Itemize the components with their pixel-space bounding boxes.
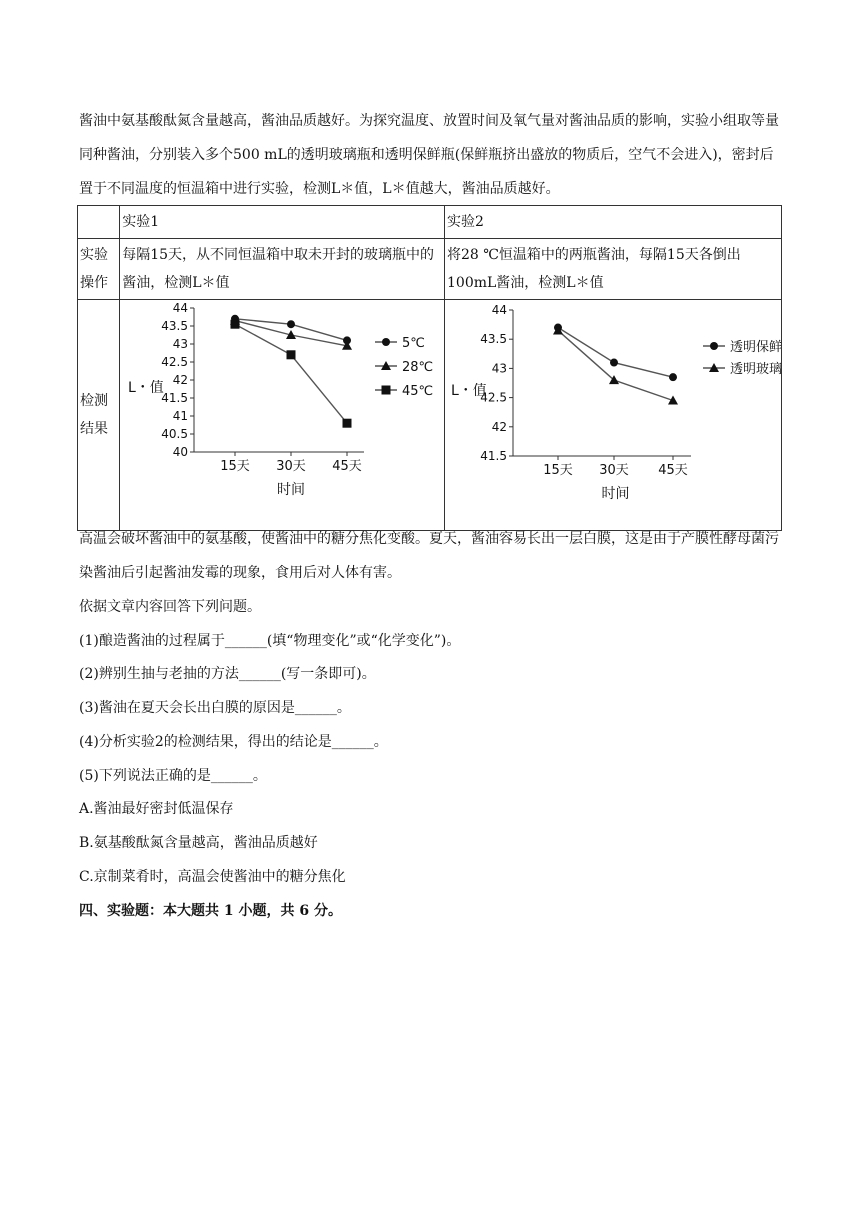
intro-paragraph: 酱油中氨基酸酞氮含量越高，酱油品质越好。为探究温度、放置时间及氧气量对酱油品质的影响，实验小组取等量同种酱油，分别装入多个500 mL的透明玻璃瓶和透明保鲜瓶(保鲜瓶挤出盛放的物质后，空气不会进入)，密封后置于不同温度的恒温箱中进行实验，检测L＊值，L＊值越大，酱油品质越好。	[79, 113, 779, 197]
exp1-operation: 每隔15天，从不同恒温箱中取未开封的玻璃瓶中的酱油，检测L＊值	[120, 239, 445, 300]
table-corner-cell	[78, 206, 120, 239]
exp1-y-tick-label: 41	[172, 409, 189, 423]
exp1-legend-label: 28℃	[402, 360, 434, 375]
option-a: A.酱油最好密封低温保存	[79, 801, 234, 817]
question-4: (4)分析实验2的检测结果，得出的结论是______。	[79, 734, 388, 750]
exp2-y-tick-label: 41.5	[480, 449, 507, 463]
exp1-y-tick-label: 42	[172, 373, 189, 387]
exp2-x-axis-label: 时间	[601, 486, 630, 502]
table-result-row	[78, 300, 782, 531]
exp1-result-cell	[120, 300, 445, 531]
exp2-legend-label: 透明玻璃	[730, 362, 781, 377]
table-operation-row	[78, 239, 782, 300]
exp2-result-cell	[445, 300, 782, 531]
exp1-legend-marker	[382, 338, 390, 346]
exp1-data-point	[287, 320, 295, 328]
section-4-heading: 四、实验题：本大题共 1 小题，共 6 分。	[79, 903, 342, 919]
exp1-y-tick-label: 41.5	[161, 391, 189, 405]
exp1-title: 实验1	[120, 206, 445, 239]
exp1-line-chart	[120, 300, 442, 520]
exp1-y-tick-label: 43.5	[161, 319, 189, 333]
exp2-x-tick-label: 45天	[658, 463, 688, 478]
exp1-x-tick-label: 45天	[332, 459, 362, 474]
exp2-data-point	[610, 359, 618, 367]
exp1-legend-label: 5℃	[402, 336, 426, 351]
exp1-y-tick-label: 44	[172, 301, 189, 315]
question-2: (2)辨别生抽与老抽的方法______(写一条即可)。	[79, 666, 376, 682]
exp1-legend-marker	[382, 386, 391, 395]
after-paragraph: 高温会破坏酱油中的氨基酸，使酱油中的糖分焦化变酸。夏天，酱油容易长出一层白膜，这是由于产膜性酵母菌污染酱油后引起酱油发霉的现象，食用后对人体有害。	[79, 531, 779, 581]
exp1-data-point	[287, 350, 296, 359]
exp2-line-chart	[445, 300, 781, 520]
operation-label: 实验操作	[78, 239, 120, 300]
exp2-y-axis-label: L・值	[451, 383, 487, 399]
exp2-x-tick-label: 15天	[543, 463, 573, 478]
exp1-data-point	[231, 320, 240, 329]
exp1-x-axis-label: 时间	[277, 482, 306, 498]
result-label: 检测结果	[78, 300, 120, 531]
option-b: B.氨基酸酞氮含量越高，酱油品质越好	[79, 835, 318, 851]
exp1-y-tick-label: 43	[172, 337, 189, 351]
exp2-y-tick-label: 44	[491, 303, 507, 317]
question-1: (1)酿造酱油的过程属于______(填“物理变化”或“化学变化”)。	[79, 633, 461, 649]
question-5: (5)下列说法正确的是______。	[79, 768, 267, 784]
exp1-legend-label: 45℃	[402, 384, 434, 399]
exp1-y-tick-label: 40.5	[161, 427, 189, 441]
exp2-x-tick-label: 30天	[599, 463, 629, 478]
exp1-y-tick-label: 40	[172, 445, 189, 459]
exp1-x-tick-label: 15天	[220, 459, 250, 474]
exp2-y-tick-label: 42.5	[480, 390, 507, 405]
table-header-row	[78, 206, 782, 239]
exp2-title: 实验2	[445, 206, 782, 239]
exp2-legend-label: 透明保鲜	[730, 340, 781, 355]
exp2-legend-marker	[710, 342, 718, 350]
question-intro: 依据文章内容回答下列问题。	[79, 599, 261, 615]
exp2-y-tick-label: 43.5	[480, 332, 507, 347]
exp1-y-axis-label: L・值	[128, 380, 165, 396]
experiment-table	[77, 205, 782, 531]
exp1-series-line	[235, 324, 347, 423]
exp1-x-tick-label: 30天	[276, 459, 306, 474]
exp2-series-line	[558, 328, 673, 378]
option-c: C.京制菜肴时，高温会使酱油中的糖分焦化	[79, 869, 346, 885]
exp2-y-tick-label: 43	[491, 361, 507, 376]
exp2-data-point	[669, 373, 677, 381]
exp1-y-tick-label: 42.5	[161, 355, 189, 369]
exp2-y-tick-label: 42	[491, 419, 507, 434]
exp1-data-point	[343, 419, 352, 428]
exp2-operation: 将28 ℃恒温箱中的两瓶酱油，每隔15天各倒出100mL酱油，检测L＊值	[445, 239, 782, 300]
question-3: (3)酱油在夏天会长出白膜的原因是______。	[79, 700, 351, 716]
